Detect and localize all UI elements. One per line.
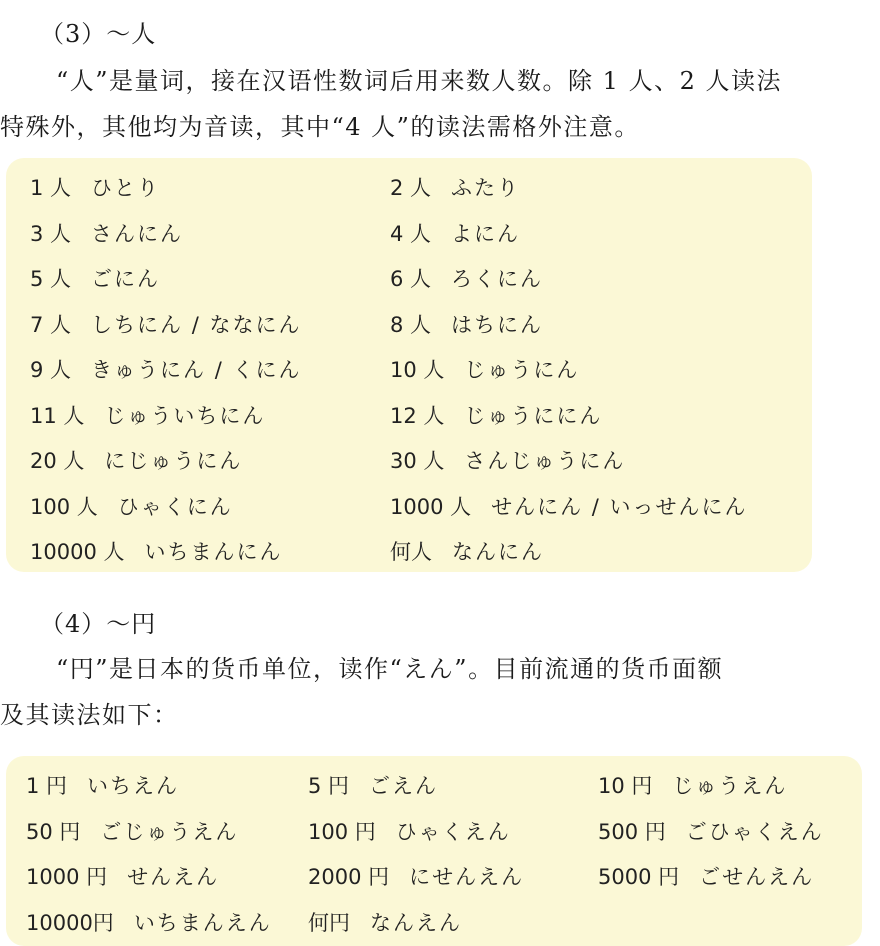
count-number: 1000 円: [26, 865, 108, 889]
reading-kana: なんえん: [370, 910, 462, 935]
reading-kana: よにん: [451, 221, 521, 246]
count-number: 30 人: [390, 449, 445, 473]
reading-kana: ひゃくえん: [395, 819, 511, 844]
table-row: [6, 481, 812, 527]
count-number: 何円: [308, 910, 350, 935]
count-number: 100 人: [30, 494, 98, 519]
table-cell: [598, 816, 824, 846]
table-cell: [26, 770, 179, 800]
table-row: [6, 760, 862, 806]
section-3-heading: （3）～人: [40, 20, 157, 48]
table-row: [6, 344, 812, 390]
table-cell: [390, 263, 543, 293]
count-number: 9 人: [30, 358, 72, 382]
table-cell: [30, 445, 242, 475]
table-row: [6, 208, 812, 254]
table-row: [6, 435, 812, 481]
reading-kana: にせんえん: [409, 865, 525, 889]
count-number: 4 人: [390, 221, 432, 246]
table-cell: [308, 861, 524, 891]
reading-kana: ごせんえん: [699, 865, 815, 889]
currency-table: [6, 756, 862, 946]
table-row: [6, 162, 812, 208]
reading-kana: いちえん: [87, 774, 180, 798]
paragraph-line: 特殊外，其他均为音读，其中“4 人”的读法需格外注意。: [0, 113, 640, 141]
table-cell: [308, 816, 511, 846]
table-cell: [26, 816, 238, 846]
paragraph-line: “円”是日本的货币单位，读作“えん”。目前流通的货币面额: [56, 655, 724, 683]
reading-kana: いちまんえん: [133, 910, 272, 935]
reading-kana: ごえん: [369, 774, 439, 798]
reading-kana: きゅうにん / くにん: [91, 358, 302, 382]
table-cell: [30, 309, 301, 339]
count-number: 11 人: [30, 403, 85, 428]
table-cell: [30, 354, 301, 384]
count-number: 1 円: [26, 774, 68, 798]
table-cell: [30, 491, 233, 521]
count-number: 10 円: [598, 774, 653, 798]
table-cell: [598, 861, 814, 891]
reading-kana: じゅういちにん: [104, 403, 266, 428]
table-row: [6, 897, 862, 943]
count-number: 5 人: [30, 267, 72, 291]
reading-kana: いちまんにん: [144, 540, 283, 564]
table-cell: [308, 907, 462, 937]
section-4-paragraph: [0, 646, 862, 738]
table-cell: [26, 861, 219, 891]
reading-kana: ひゃくにん: [117, 494, 233, 519]
count-number: 12 人: [390, 403, 445, 428]
table-cell: [598, 770, 787, 800]
table-cell: [390, 354, 579, 384]
table-cell: [390, 536, 544, 566]
table-cell: [308, 770, 438, 800]
table-cell: [30, 172, 160, 202]
reading-kana: ろくにん: [451, 267, 544, 291]
reading-kana: ごひゃくえん: [685, 819, 824, 844]
reading-kana: さんじゅうにん: [464, 449, 626, 473]
count-number: 3 人: [30, 221, 72, 246]
table-cell: [26, 907, 272, 937]
paragraph-line: “人”是量词，接在汉语性数词后用来数人数。除 1 人、2 人读法: [56, 67, 782, 95]
count-number: 5 円: [308, 774, 350, 798]
table-cell: [30, 400, 265, 430]
reading-kana: ふたり: [451, 176, 521, 200]
reading-kana: せんにん / いっせんにん: [491, 494, 748, 519]
table-cell: [390, 218, 520, 248]
reading-kana: さんにん: [91, 221, 184, 246]
table-cell: [390, 445, 625, 475]
section-3-paragraph: [0, 58, 862, 150]
count-number: 5000 円: [598, 865, 680, 889]
table-cell: [30, 263, 160, 293]
table-cell: [390, 309, 543, 339]
count-number: 50 円: [26, 819, 81, 844]
table-cell: [30, 218, 183, 248]
section-4-heading: （4）～円: [40, 610, 157, 638]
table-cell: [30, 536, 282, 566]
count-number: 何人: [390, 540, 432, 564]
reading-kana: ごじゅうえん: [100, 819, 239, 844]
table-cell: [390, 172, 520, 202]
table-row: [6, 299, 812, 345]
table-row: [6, 851, 862, 897]
reading-kana: しちにん / ななにん: [91, 312, 302, 337]
count-number: 10000 人: [30, 540, 125, 564]
table-row: [6, 806, 862, 852]
count-number: 1 人: [30, 176, 72, 200]
reading-kana: せんえん: [127, 865, 220, 889]
paragraph-line: 及其读法如下：: [0, 701, 179, 729]
reading-kana: じゅうにん: [464, 358, 580, 382]
reading-kana: じゅうににん: [464, 403, 603, 428]
table-cell: [390, 400, 602, 430]
counting-people-table: [6, 158, 812, 572]
count-number: 7 人: [30, 312, 72, 337]
reading-kana: ひとり: [91, 176, 161, 200]
reading-kana: なんにん: [452, 540, 544, 564]
reading-kana: じゅうえん: [672, 774, 788, 798]
count-number: 1000 人: [390, 494, 472, 519]
count-number: 2000 円: [308, 865, 390, 889]
count-number: 6 人: [390, 267, 432, 291]
reading-kana: はちにん: [451, 312, 544, 337]
count-number: 500 円: [598, 819, 666, 844]
table-row: [6, 390, 812, 436]
reading-kana: ごにん: [91, 267, 161, 291]
count-number: 2 人: [390, 176, 432, 200]
count-number: 10 人: [390, 358, 445, 382]
table-row: [6, 253, 812, 299]
count-number: 10000円: [26, 910, 114, 935]
count-number: 100 円: [308, 819, 376, 844]
count-number: 8 人: [390, 312, 432, 337]
count-number: 20 人: [30, 449, 85, 473]
table-row: [6, 526, 812, 572]
table-cell: [390, 491, 748, 521]
reading-kana: にじゅうにん: [104, 449, 243, 473]
